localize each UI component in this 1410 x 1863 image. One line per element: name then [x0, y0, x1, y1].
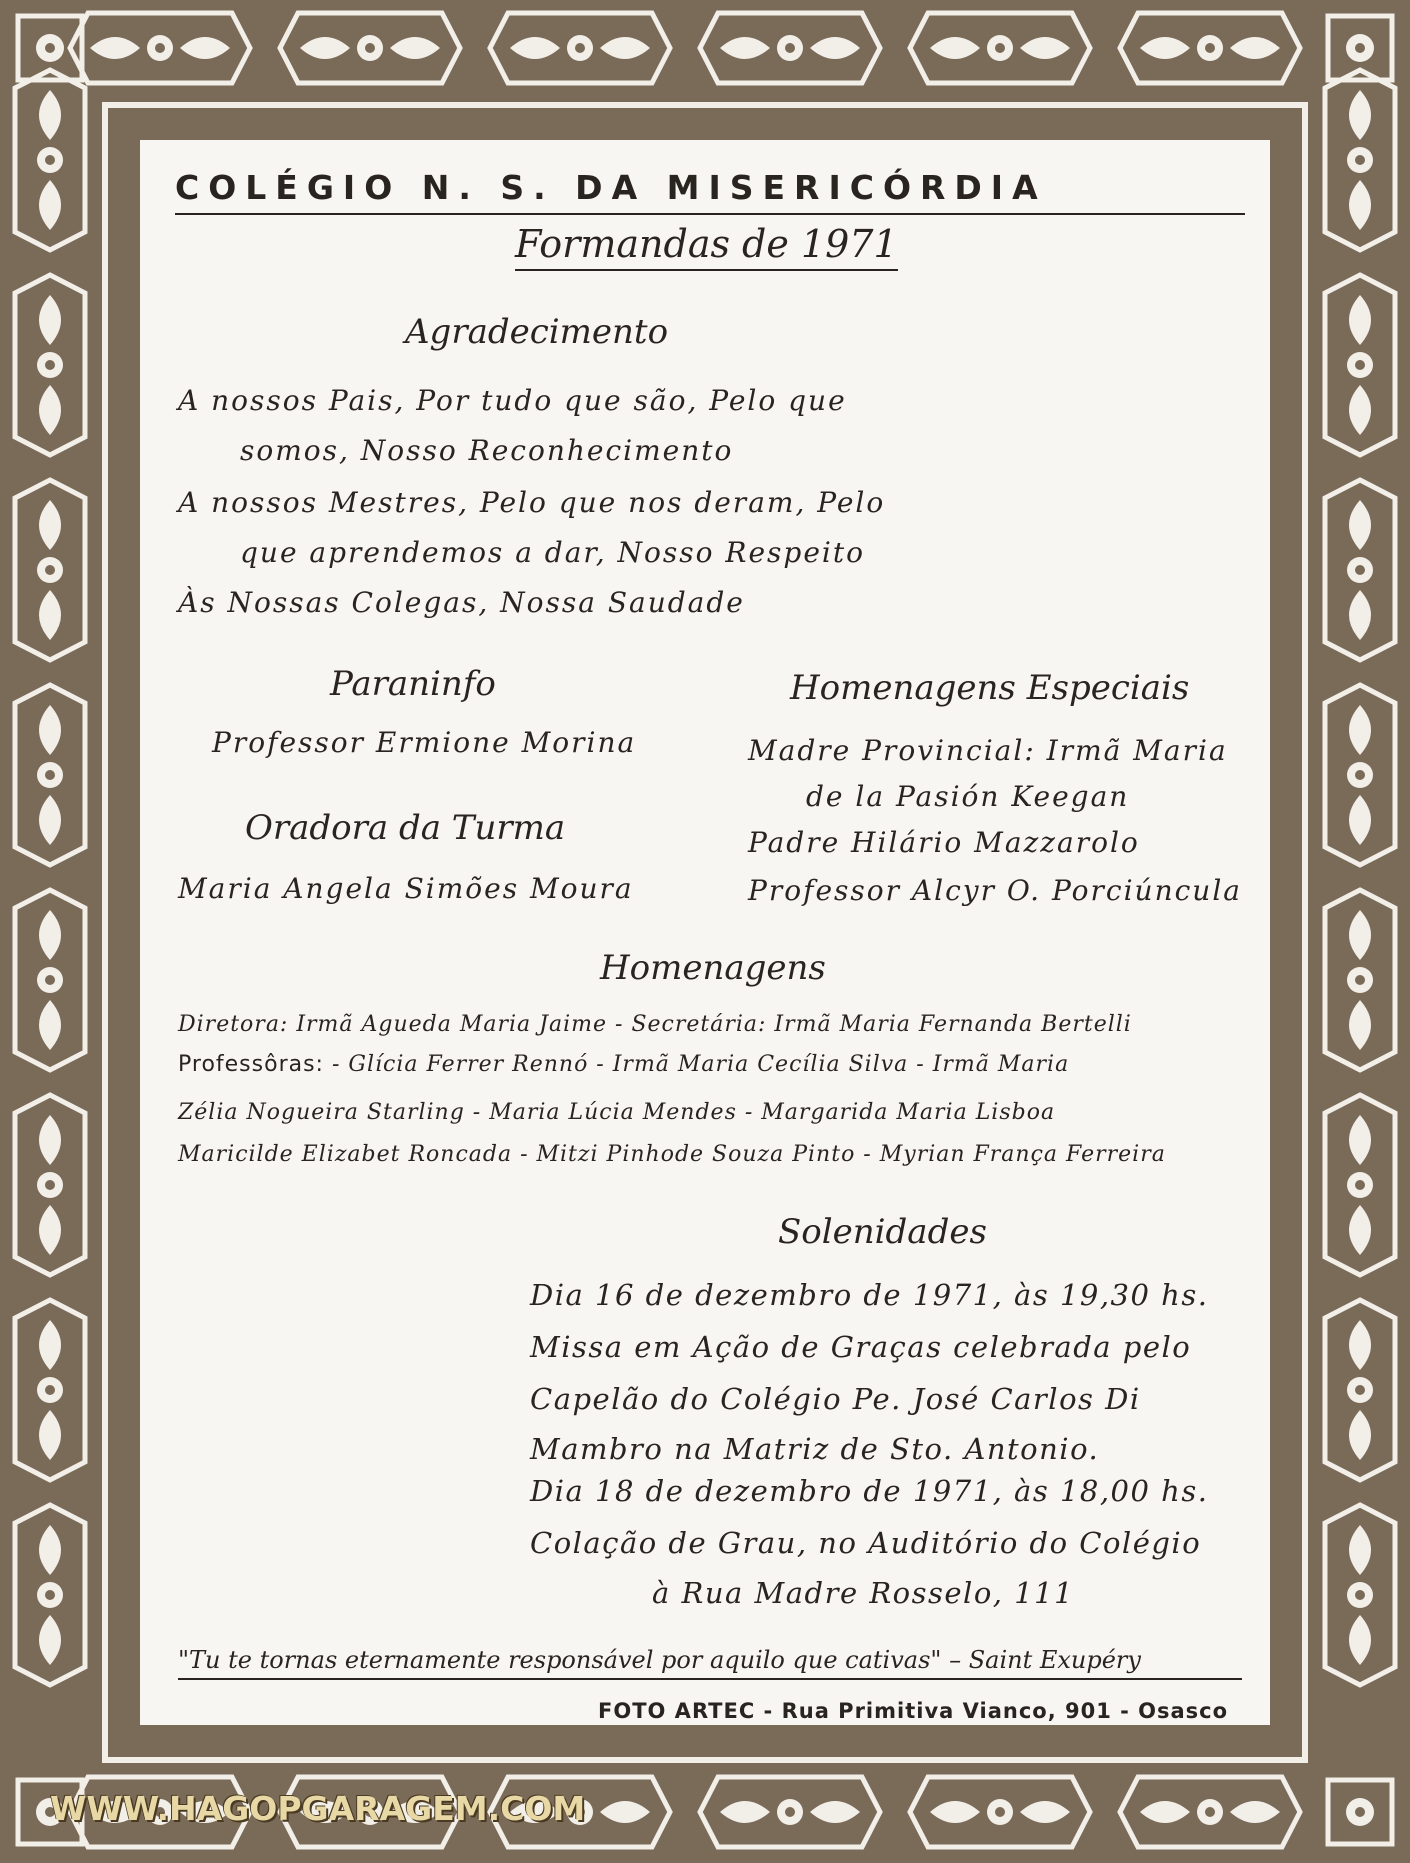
homenagens-diretora-line: Diretora: Irmã Agueda Maria Jaime - Secretária: Irmã Maria Fernanda Bertelli: [178, 1012, 1132, 1037]
solenidades-line: à Rua Madre Rosselo, 111: [652, 1576, 1075, 1610]
homenagem-especial-line: Padre Hilário Mazzarolo: [748, 826, 1140, 859]
solenidades-heading: Solenidades: [778, 1212, 987, 1252]
rosette-center: [1355, 43, 1365, 53]
photo-credit: FOTO ARTEC - Rua Primitiva Vianco, 901 - Osasco: [598, 1699, 1229, 1723]
rosette-center: [45, 1180, 55, 1190]
rosette-center: [1355, 770, 1365, 780]
rosette-center: [45, 360, 55, 370]
homenagem-especial-line: Professor Alcyr O. Porciúncula: [748, 874, 1242, 907]
solenidades-line: Colação de Grau, no Auditório do Colégio: [530, 1526, 1202, 1560]
rosette-center: [1355, 1590, 1365, 1600]
rosette-center: [1355, 155, 1365, 165]
rosette-center: [785, 43, 795, 53]
rosette-center: [1355, 1807, 1365, 1817]
rosette-center: [785, 1807, 795, 1817]
school-title: COLÉGIO N. S. DA MISERICÓRDIA: [175, 168, 1245, 215]
rosette-center: [575, 43, 585, 53]
rosette-center: [45, 565, 55, 575]
rosette-center: [45, 975, 55, 985]
solenidades-line: Capelão do Colégio Pe. José Carlos Di: [530, 1382, 1141, 1416]
homenagem-especial-line: Madre Provincial: Irmã Maria: [748, 734, 1228, 767]
rosette-center: [45, 43, 55, 53]
homenagens-line: Zélia Nogueira Starling - Maria Lúcia Mendes - Margarida Maria Lisboa: [178, 1100, 1056, 1125]
rosette-center: [1355, 975, 1365, 985]
rosette-center: [155, 43, 165, 53]
paraninfo-heading: Paraninfo: [330, 664, 496, 704]
agradecimento-line: A nossos Mestres, Pelo que nos deram, Pelo: [178, 486, 886, 519]
rosette-center: [1355, 565, 1365, 575]
agradecimento-line: somos, Nosso Reconhecimento: [240, 434, 734, 467]
rosette-center: [45, 155, 55, 165]
professoras-names: - Glícia Ferrer Rennó - Irmã Maria Cecília Silva - Irmã Maria: [323, 1052, 1070, 1077]
solenidades-line: Dia 18 de dezembro de 1971, às 18,00 hs.: [530, 1474, 1209, 1508]
rosette-center: [995, 43, 1005, 53]
solenidades-line: Dia 16 de dezembro de 1971, às 19,30 hs.: [530, 1278, 1209, 1312]
rosette-center: [1355, 1180, 1365, 1190]
rosette-center: [1355, 1385, 1365, 1395]
rosette-center: [1355, 360, 1365, 370]
paraninfo-name: Professor Ermione Morina: [212, 726, 637, 759]
professoras-label: Professôras:: [178, 1052, 324, 1077]
solenidades-line: Missa em Ação de Graças celebrada pelo: [530, 1330, 1192, 1364]
class-title: Formandas de 1971: [515, 222, 898, 271]
agradecimento-line: que aprendemos a dar, Nosso Respeito: [240, 536, 865, 569]
homenagens-professoras-line: [178, 1052, 1069, 1077]
rosette-center: [1205, 1807, 1215, 1817]
agradecimento-heading: Agradecimento: [405, 312, 669, 352]
rosette-center: [995, 1807, 1005, 1817]
saint-exupery-quote: "Tu te tornas eternamente responsável por aquilo que cativas" – Saint Exupéry: [178, 1646, 1242, 1680]
solenidades-line: Mambro na Matriz de Sto. Antonio.: [530, 1432, 1100, 1466]
rosette-center: [45, 1590, 55, 1600]
rosette-center: [45, 1385, 55, 1395]
homenagem-especial-line: de la Pasión Keegan: [806, 780, 1130, 813]
homenagens-line: Maricilde Elizabet Roncada - Mitzi Pinhode Souza Pinto - Myrian França Ferreira: [178, 1142, 1166, 1167]
oradora-heading: Oradora da Turma: [245, 808, 566, 848]
rosette-center: [365, 43, 375, 53]
homenagens-heading: Homenagens: [600, 948, 826, 988]
site-watermark: WWW.HAGOPGARAGEM.COM: [50, 1789, 586, 1828]
rosette-center: [1205, 43, 1215, 53]
agradecimento-line: Às Nossas Colegas, Nossa Saudade: [178, 586, 745, 619]
agradecimento-line: A nossos Pais, Por tudo que são, Pelo que: [178, 384, 847, 417]
oradora-name: Maria Angela Simões Moura: [178, 872, 634, 905]
rosette-center: [45, 770, 55, 780]
homenagens-especiais-heading: Homenagens Especiais: [790, 668, 1190, 708]
